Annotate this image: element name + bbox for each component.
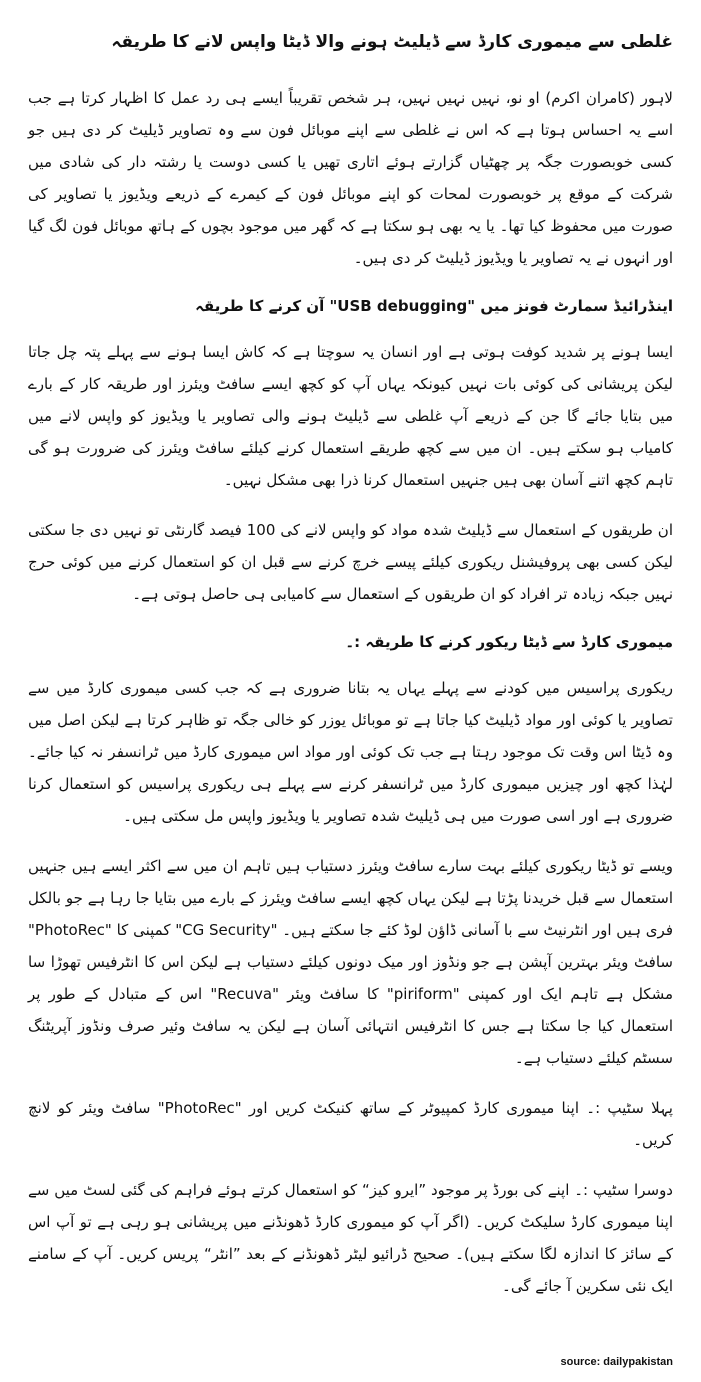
step-1: پہلا سٹیپ :۔ اپنا میموری کارڈ کمپیوٹر کے ساتھ کنیکٹ کریں اور "PhotoRec" سافٹ ویئر کو لانچ کریں۔ <box>28 1099 673 1149</box>
article-body <box>28 28 673 1320</box>
intro-paragraph: لاہور (کامران اکرم) او نو، نہیں نہیں نہیں، ہر شخص تقریباً ایسے ہی رد عمل کا اظہار کرتا ہے جب اسے یہ احساس ہوتا ہے کہ اس نے غلطی سے اپنے موبائل فون سے وہ تصاویر ڈیلیٹ کر دی ہیں جو کسی خوبصورت جگہ پر چھٹیاں گزارتے ہوئے اتاری تھیں یا کسی دوست یا رشتہ دار کی شادی میں شرکت کے موقع پر خوبصورت لمحات کو اپنے موبائل فون کے کیمرے کے ذریعے ویڈیوز یا تصاویر کی صورت میں محفوظ کیا تھا۔ یا یہ بھی ہو سکتا ہے کہ گھر میں موجود بچوں کے ہاتھ موبائل فون لگ گیا اور انہوں نے یہ تصاویر یا ویڈیوز ڈیلیٹ کر دی ہیں۔ <box>28 89 673 267</box>
paragraph-2: ایسا ہونے پر شدید کوفت ہوتی ہے اور انسان یہ سوچتا ہے کہ کاش ایسا ہونے سے پہلے پتہ چل جاتا لیکن پریشانی کی کوئی بات نہیں کیونکہ یہاں آپ کو کچھ ایسے سافٹ ویئرز اور طریقہ کار کے بارے میں بتایا جائے گا جن کے ذریعے آپ غلطی سے ڈیلیٹ ہونے والی تصاویر یا ویڈیوز کو واپس لانے میں کامیاب ہو سکتے ہیں۔ ان میں سے کچھ طریقے استعمال کرنے کیلئے سافٹ ویئرز کی ضرورت ہو گی تاہم کچھ اتنے آسان بھی ہیں جنہیں استعمال کرنا ذرا بھی مشکل نہیں۔ <box>28 343 673 489</box>
paragraph-3: ان طریقوں کے استعمال سے ڈیلیٹ شدہ مواد کو واپس لانے کی 100 فیصد گارنٹی تو نہیں دی جا سکتی لیکن کسی بھی پروفیشنل ریکوری کیلئے پیسے خرچ کرنے سے قبل ان کو استعمال کرنے میں کوئی حرج نہیں جبکہ زیادہ تر افراد کو ان طریقوں کے استعمال سے کامیابی ہی حاصل ہوتی ہے۔ <box>28 521 673 603</box>
paragraph-4: ریکوری پراسیس میں کودنے سے پہلے یہاں یہ بتانا ضروری ہے کہ جب کسی میموری کارڈ میں سے تصاویر یا کوئی اور مواد ڈیلیٹ کیا جاتا ہے تو موبائل یوزر کو خالی جگہ تو ظاہر کرتا ہے لیکن اصل میں وہ ڈیٹا اس وقت تک موجود رہتا ہے جب تک کوئی اور مواد اس میموری کارڈ میں ٹرانسفر نہ کیا جائے۔ لہٰذا کچھ اور چیزیں میموری کارڈ میں ٹرانسفر کرنے سے پہلے ہی ریکوری پراسیس کو استعمال کرنا ضروری ہے اور اسی صورت میں ہی ڈیلیٹ شدہ تصاویر یا ویڈیوز واپس مل سکتی ہیں۔ <box>28 679 673 825</box>
article-title: غلطی سے میموری کارڈ سے ڈیلیٹ ہونے والا ڈیٹا واپس لانے کا طریقہ <box>111 32 673 52</box>
source-credit: source: dailypakistan <box>560 1356 673 1368</box>
memory-card-recovery-heading: میموری کارڈ سے ڈیٹا ریکور کرنے کا طریقہ :۔ <box>345 633 673 651</box>
paragraph-5: ویسے تو ڈیٹا ریکوری کیلئے بہت سارے سافٹ ویئرز دستیاب ہیں تاہم ان میں سے اکثر ایسے ہیں جنہیں استعمال سے قبل خریدنا پڑتا ہے لیکن یہاں کچھ ایسے سافٹ ویئرز کے بارے میں بتایا جا رہا ہے جو بالکل فری ہیں اور انٹرنیٹ سے با آسانی ڈاؤن لوڈ کئے جا سکتے ہیں۔ "CG Security" کمپنی کا "PhotoRec" سافٹ ویئر بہترین آپشن ہے جو ونڈوز اور میک دونوں کیلئے دستیاب ہے لیکن اس کا انٹرفیس تھوڑا سا مشکل ہے تاہم ایک اور کمپنی "piriform" کا سافٹ ویئر "Recuva" اس کے متبادل کے طور پر استعمال کیا جا سکتا ہے جس کا انٹرفیس انتہائی آسان ہے لیکن یہ سافٹ وئیر صرف ونڈوز آپریٹنگ سسٹم کیلئے دستیاب ہے۔ <box>28 857 674 1067</box>
usb-debugging-heading: اینڈرائیڈ سمارٹ فونز میں "USB debugging" آن کرنے کا طریقہ <box>195 297 673 315</box>
step-2: دوسرا سٹیپ :۔ اپنے کی بورڈ پر موجود ”ایرو کیز“ کو استعمال کرتے ہوئے فراہم کی گئی لسٹ میں سے اپنا میموری کارڈ سلیکٹ کریں۔ (اگر آپ کو میموری کارڈ ڈھونڈنے میں پریشانی ہو رہی ہے تو آپ اس کے سائز کا اندازہ لگا سکتے ہیں)۔ صحیح ڈرائیو لیٹر ڈھونڈنے کے بعد ”انٹر“ پریس کریں۔ آپ کے سامنے ایک نئی سکرین آ جائے گی۔ <box>28 1181 673 1295</box>
